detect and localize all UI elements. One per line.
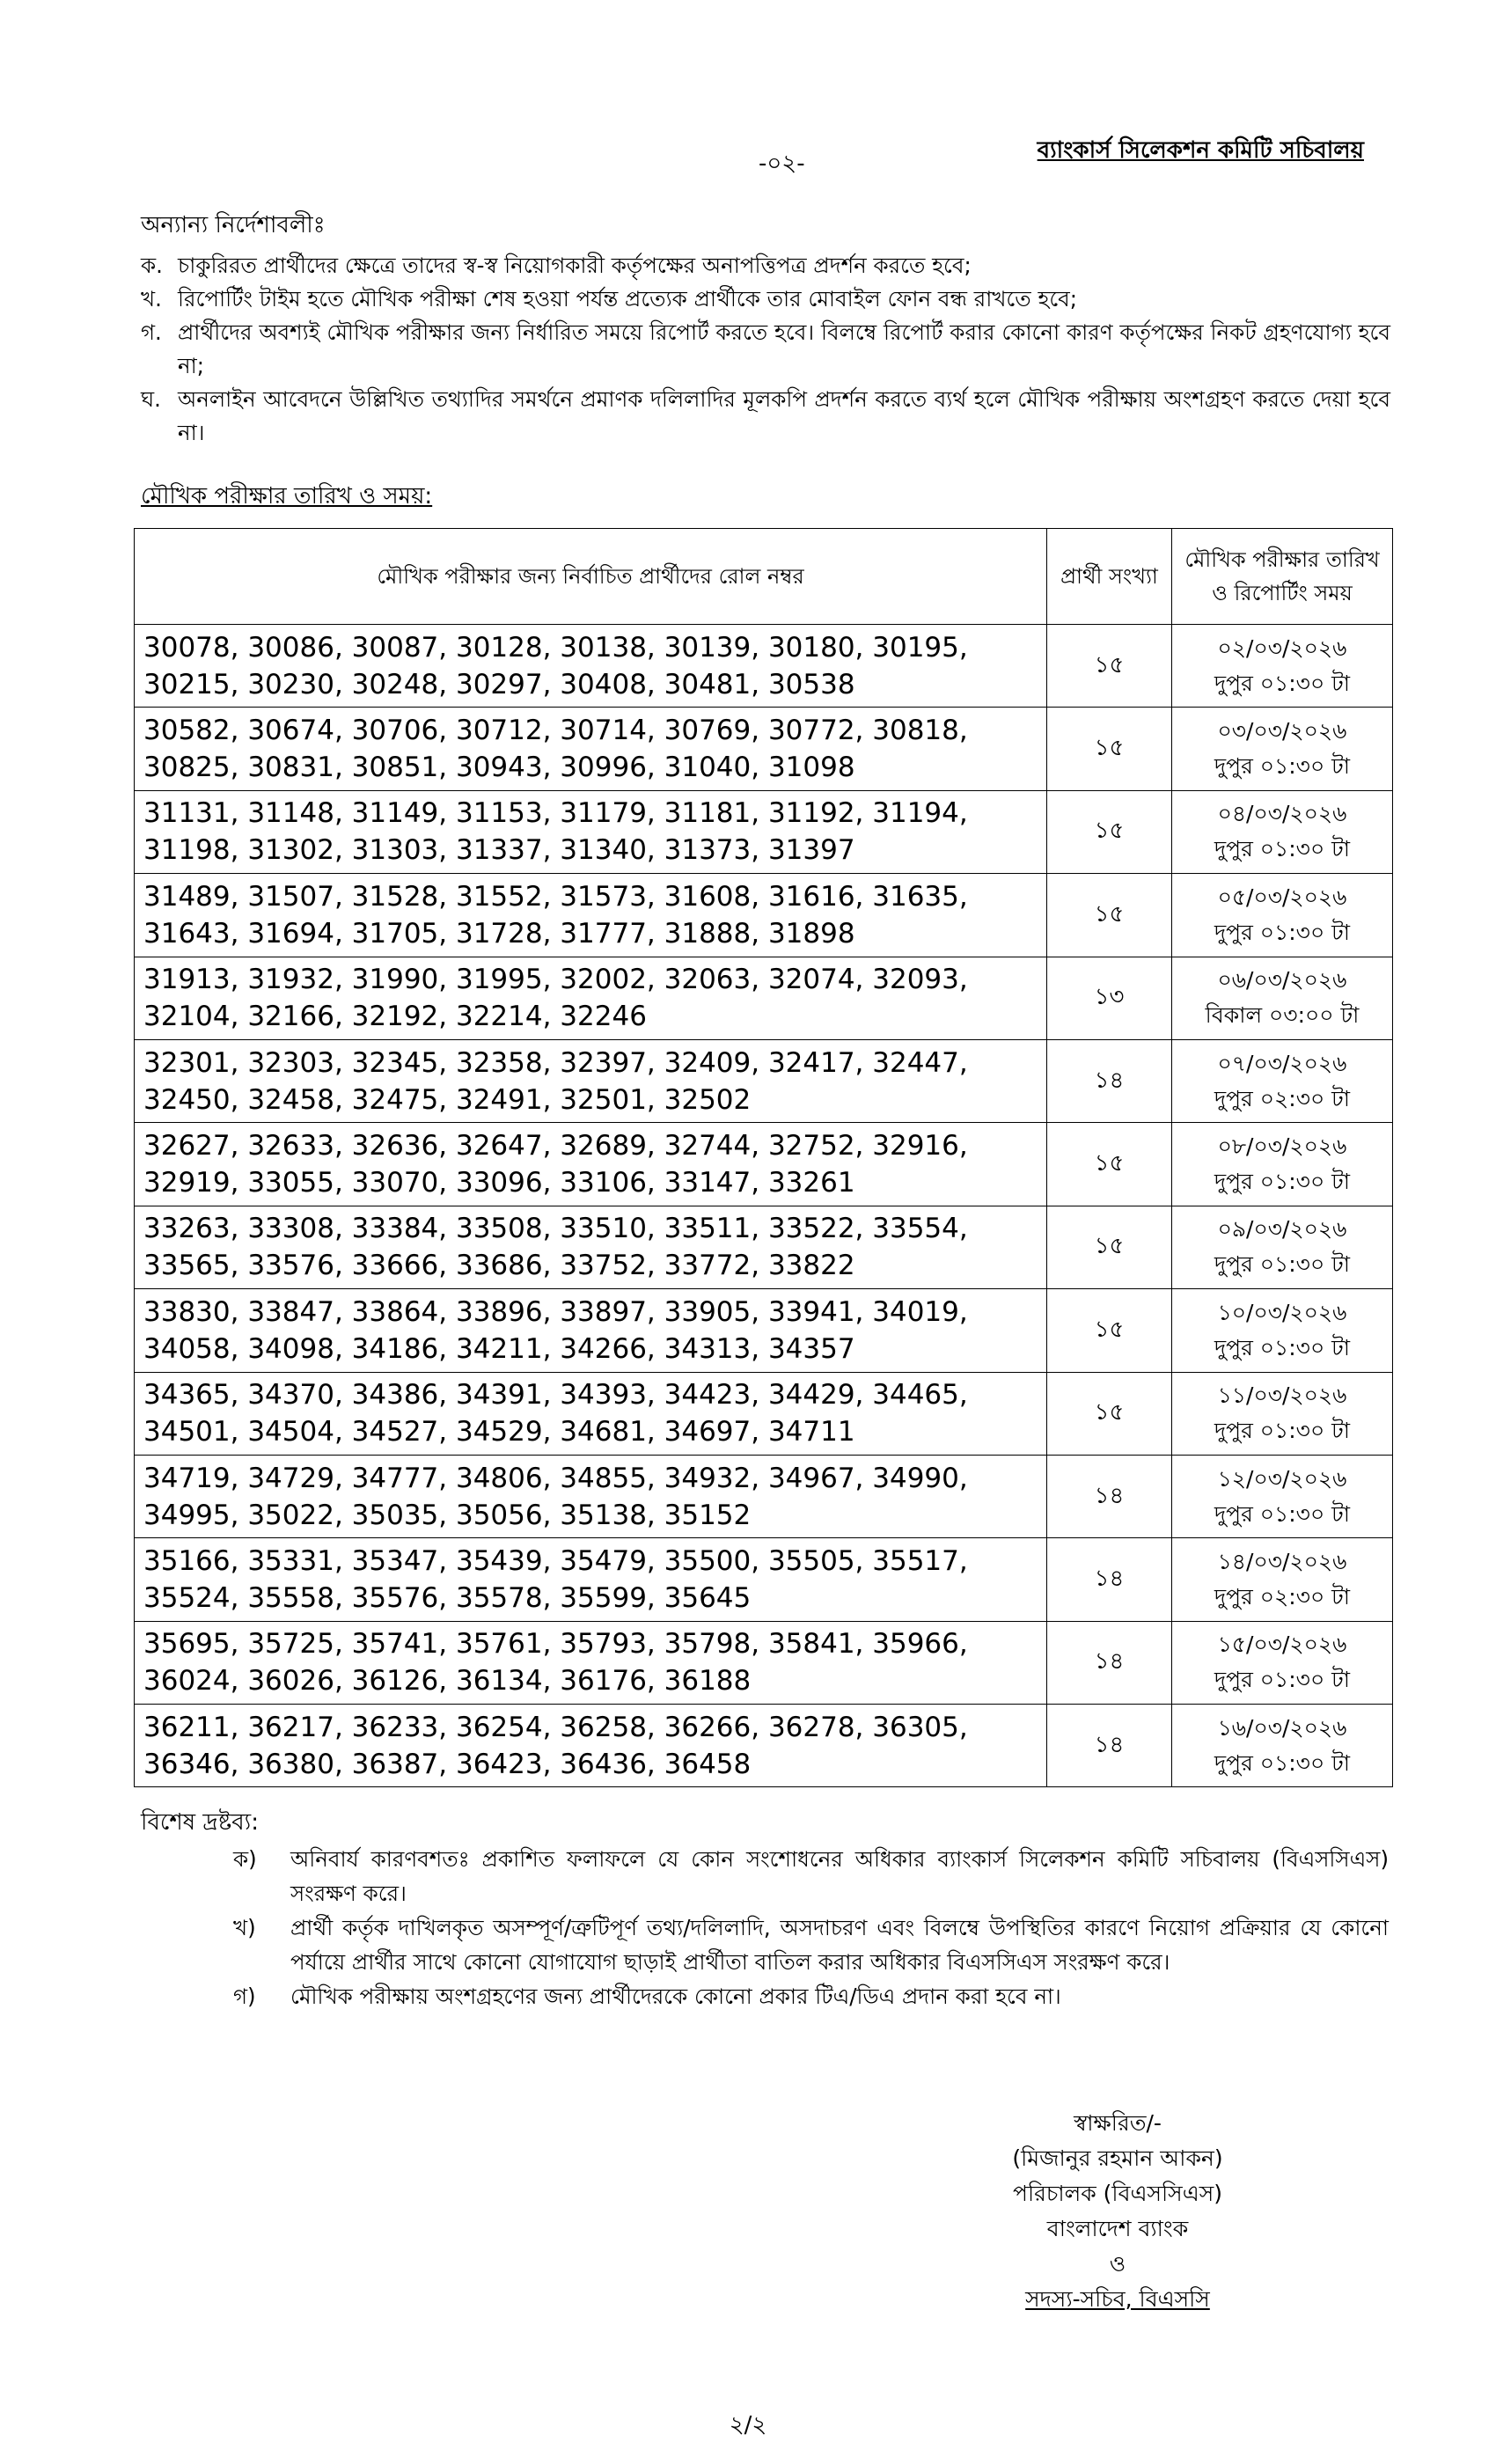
- instruction-item: [141, 316, 1390, 383]
- instruction-marker: খ.: [141, 286, 162, 312]
- instruction-marker: ঘ.: [141, 386, 161, 412]
- roll-numbers: [135, 874, 1047, 957]
- exam-datetime: [1172, 1206, 1393, 1288]
- roll-line: 34501, 34504, 34527, 34529, 34681, 34697, 34711: [143, 1416, 855, 1448]
- table-row: [135, 1705, 1393, 1787]
- roll-line: 35524, 35558, 35576, 35578, 35599, 35645: [143, 1581, 752, 1614]
- roll-numbers: [135, 1538, 1047, 1621]
- note-marker: ক): [233, 1846, 257, 1872]
- header-datetime-line2: ও রিপোর্টিং সময়: [1212, 581, 1353, 605]
- roll-numbers: [135, 1123, 1047, 1206]
- roll-line: 34365, 34370, 34386, 34391, 34393, 34423, 34429, 34465,: [143, 1379, 968, 1412]
- roll-line: 33565, 33576, 33666, 33686, 33752, 33772, 33822: [143, 1250, 855, 1282]
- page-number: ২/২: [729, 2412, 767, 2438]
- signatory-role: সদস্য-সচিব, বিএসসি: [1025, 2286, 1210, 2312]
- notes-list: [233, 1842, 1389, 2013]
- exam-date: ১০/০৩/২০২৬: [1217, 1299, 1347, 1325]
- exam-datetime: [1172, 1621, 1393, 1704]
- schedule-table: [134, 528, 1393, 1787]
- roll-line: 35166, 35331, 35347, 35439, 35479, 35500, 35505, 35517,: [143, 1544, 968, 1577]
- notes-title: বিশেষ দ্রষ্টব্য:: [141, 1809, 259, 1836]
- roll-line: 30825, 30831, 30851, 30943, 30996, 31040, 31098: [143, 752, 855, 784]
- roll-line: 32919, 33055, 33070, 33096, 33106, 33147, 33261: [143, 1167, 855, 1199]
- exam-date: ০২/০৩/২০২৬: [1217, 634, 1347, 661]
- instruction-text: চাকুরিরত প্রার্থীদের ক্ষেত্রে তাদের স্ব-স্ব নিয়োগকারী কর্তৃপক্ষের অনাপত্তিপত্র প্রদর্শন করতে হবে;: [178, 253, 972, 278]
- note-marker: খ): [233, 1915, 256, 1940]
- roll-numbers: [135, 1705, 1047, 1787]
- candidate-count: ১৪: [1047, 1705, 1172, 1787]
- instruction-marker: ক.: [141, 253, 163, 278]
- roll-numbers: [135, 790, 1047, 873]
- candidate-count: ১৫: [1047, 625, 1172, 708]
- candidate-count: ১৫: [1047, 1372, 1172, 1455]
- roll-numbers: [135, 708, 1047, 790]
- signatory-organization: বাংলাদেশ ব্যাংক: [1046, 2216, 1189, 2241]
- reporting-time: দুপুর ০১:৩০ টা: [1214, 1418, 1351, 1444]
- exam-datetime: [1172, 708, 1393, 790]
- table-row: [135, 790, 1393, 873]
- exam-datetime: [1172, 1538, 1393, 1621]
- exam-date: ১৪/০৩/২০২৬: [1217, 1548, 1347, 1574]
- roll-line: 30582, 30674, 30706, 30712, 30714, 30769, 30772, 30818,: [143, 715, 968, 747]
- reporting-time: দুপুর ০১:৩০ টা: [1214, 836, 1351, 862]
- exam-datetime: [1172, 1123, 1393, 1206]
- reporting-time: দুপুর ০১:৩০ টা: [1214, 1334, 1351, 1360]
- candidate-count: ১৫: [1047, 1123, 1172, 1206]
- schedule-body: [135, 625, 1393, 1787]
- header-datetime: [1172, 529, 1393, 625]
- table-row: [135, 1455, 1393, 1537]
- roll-line: 32301, 32303, 32345, 32358, 32397, 32409, 32417, 32447,: [143, 1046, 968, 1079]
- exam-datetime: [1172, 1705, 1393, 1787]
- roll-line: 31131, 31148, 31149, 31153, 31179, 31181, 31192, 31194,: [143, 797, 968, 830]
- candidate-count: ১৫: [1047, 1206, 1172, 1288]
- reporting-time: দুপুর ০১:৩০ টা: [1214, 753, 1351, 780]
- reporting-time: দুপুর ০১:৩০ টা: [1214, 1500, 1351, 1527]
- reporting-time: বিকাল ০৩:০০ টা: [1205, 1002, 1360, 1029]
- instruction-text: অনলাইন আবেদনে উল্লিখিত তথ্যাদির সমর্থনে প্রমাণক দলিলাদির মূলকপি প্রদর্শন করতে ব্যর্থ হলে মৌখিক পরীক্ষায় অংশগ্রহণ করতে দেয়া হবে না।: [178, 386, 1390, 445]
- signatory-name: (মিজানুর রহমান আকন): [1012, 2145, 1223, 2171]
- table-row: [135, 1289, 1393, 1372]
- exam-date: ১৬/০৩/২০২৬: [1217, 1714, 1347, 1741]
- roll-numbers: [135, 1455, 1047, 1537]
- candidate-count: ১৫: [1047, 1289, 1172, 1372]
- roll-line: 33263, 33308, 33384, 33508, 33510, 33511, 33522, 33554,: [143, 1213, 968, 1245]
- note-item: [233, 1979, 1389, 2013]
- instruction-text: রিপোর্টিং টাইম হতে মৌখিক পরীক্ষা শেষ হওয়া পর্যন্ত প্রত্যেক প্রার্থীকে তার মোবাইল ফোন বন্ধ রাখতে হবে;: [178, 286, 1078, 312]
- roll-numbers: [135, 1621, 1047, 1704]
- exam-date: ১২/০৩/২০২৬: [1217, 1465, 1347, 1492]
- table-row: [135, 1039, 1393, 1122]
- header-count: প্রার্থী সংখ্যা: [1047, 529, 1172, 625]
- table-row: [135, 1206, 1393, 1288]
- roll-line: 30078, 30086, 30087, 30128, 30138, 30139, 30180, 30195,: [143, 631, 968, 664]
- candidate-count: ১৫: [1047, 708, 1172, 790]
- roll-line: 36346, 36380, 36387, 36423, 36436, 36458: [143, 1748, 752, 1780]
- note-text: প্রার্থী কর্তৃক দাখিলকৃত অসম্পূর্ণ/ত্রুটিপূর্ণ তথ্য/দলিলাদি, অসদাচরণ এবং বিলম্বে উপস্থিতির কারণে নিয়োগ প্রক্রিয়ার যে কোনো পর্যায়ে প্রার্থীর সাথে কোনো যোগাযোগ ছাড়াই প্রার্থীতা বাতিল করার অধিকার বিএসসিএস সংরক্ষণ করে।: [290, 1915, 1389, 1975]
- exam-date: ১৫/০৩/২০২৬: [1217, 1632, 1347, 1658]
- reporting-time: দুপুর ০১:৩০ টা: [1214, 919, 1351, 945]
- roll-line: 34995, 35022, 35035, 35056, 35138, 35152: [143, 1499, 752, 1531]
- candidate-count: ১৩: [1047, 957, 1172, 1039]
- roll-line: 36211, 36217, 36233, 36254, 36258, 36266, 36278, 36305,: [143, 1711, 968, 1743]
- candidate-count: ১৪: [1047, 1538, 1172, 1621]
- table-row: [135, 1538, 1393, 1621]
- roll-line: 32450, 32458, 32475, 32491, 32501, 32502: [143, 1083, 752, 1116]
- table-row: [135, 625, 1393, 708]
- roll-numbers: [135, 1372, 1047, 1455]
- signature-conjunction: ও: [1109, 2251, 1126, 2277]
- roll-line: 36024, 36026, 36126, 36134, 36176, 36188: [143, 1665, 752, 1698]
- reporting-time: দুপুর ০১:৩০ টা: [1214, 1251, 1351, 1278]
- roll-line: 31489, 31507, 31528, 31552, 31573, 31608, 31616, 31635,: [143, 880, 968, 913]
- exam-datetime: [1172, 790, 1393, 873]
- exam-datetime: [1172, 874, 1393, 957]
- table-row: [135, 1621, 1393, 1704]
- roll-numbers: [135, 1206, 1047, 1288]
- exam-date: ০৪/০৩/২০২৬: [1217, 801, 1347, 827]
- reporting-time: দুপুর ০১:৩০ টা: [1214, 1667, 1351, 1693]
- candidate-count: ১৫: [1047, 790, 1172, 873]
- roll-line: 31643, 31694, 31705, 31728, 31777, 31888, 31898: [143, 917, 855, 950]
- reporting-time: দুপুর ০২:৩০ টা: [1214, 1583, 1351, 1610]
- roll-numbers: [135, 1039, 1047, 1122]
- header-datetime-line1: মৌখিক পরীক্ষার তারিখ: [1184, 547, 1380, 572]
- signature-block: [986, 2106, 1250, 2317]
- note-item: [233, 1842, 1389, 1910]
- note-item: [233, 1910, 1389, 1979]
- exam-datetime: [1172, 1039, 1393, 1122]
- instructions-title: অন্যান্য নির্দেশাবলীঃ: [141, 212, 326, 238]
- table-header-row: [135, 529, 1393, 625]
- reporting-time: দুপুর ০১:৩০ টা: [1214, 670, 1351, 696]
- exam-datetime: [1172, 957, 1393, 1039]
- roll-line: 33830, 33847, 33864, 33896, 33897, 33905, 33941, 34019,: [143, 1295, 968, 1328]
- instruction-item: [141, 282, 1390, 316]
- note-marker: গ): [233, 1984, 256, 2009]
- reporting-time: দুপুর ০১:৩০ টা: [1214, 1169, 1351, 1195]
- reporting-time: দুপুর ০১:৩০ টা: [1214, 1749, 1351, 1776]
- candidate-count: ১৪: [1047, 1455, 1172, 1537]
- instruction-item: [141, 249, 1390, 282]
- exam-datetime: [1172, 1372, 1393, 1455]
- note-text: মৌখিক পরীক্ষায় অংশগ্রহণের জন্য প্রার্থীদেরকে কোনো প্রকার টিএ/ডিএ প্রদান করা হবে না।: [290, 1984, 1061, 2009]
- roll-line: 34719, 34729, 34777, 34806, 34855, 34932, 34967, 34990,: [143, 1462, 968, 1494]
- exam-date: ০৩/০৩/২০২৬: [1217, 718, 1347, 744]
- instruction-item: [141, 383, 1390, 450]
- instruction-text: প্রার্থীদের অবশ্যই মৌখিক পরীক্ষার জন্য নির্ধারিত সময়ে রিপোর্ট করতে হবে। বিলম্বে রিপোর্ট করার কোনো কারণ কর্তৃপক্ষের নিকট গ্রহণযোগ্য হবে না;: [178, 319, 1390, 378]
- signed-label: স্বাক্ষরিত/-: [1074, 2110, 1162, 2136]
- exam-datetime: [1172, 1289, 1393, 1372]
- exam-date: ০৫/০৩/২০২৬: [1217, 884, 1347, 910]
- table-row: [135, 957, 1393, 1039]
- candidate-count: ১৫: [1047, 874, 1172, 957]
- instructions-list: [141, 249, 1390, 450]
- instruction-marker: গ.: [141, 319, 162, 345]
- office-name: ব্যাংকার্স সিলেকশন কমিটি সচিবালয়: [1037, 137, 1364, 164]
- table-row: [135, 1123, 1393, 1206]
- roll-numbers: [135, 1289, 1047, 1372]
- exam-date: ১১/০৩/২০২৬: [1217, 1382, 1347, 1409]
- roll-numbers: [135, 957, 1047, 1039]
- roll-line: 31913, 31932, 31990, 31995, 32002, 32063, 32074, 32093,: [143, 964, 968, 996]
- exam-date: ০৯/০৩/২০২৬: [1217, 1216, 1347, 1243]
- exam-datetime: [1172, 625, 1393, 708]
- roll-line: 34058, 34098, 34186, 34211, 34266, 34313, 34357: [143, 1332, 855, 1365]
- note-text: অনিবার্য কারণবশতঃ প্রকাশিত ফলাফলে যে কোন সংশোধনের অধিকার ব্যাংকার্স সিলেকশন কমিটি সচিবালয় (বিএসসিএস) সংরক্ষণ করে।: [290, 1846, 1389, 1906]
- table-row: [135, 1372, 1393, 1455]
- candidate-count: ১৪: [1047, 1621, 1172, 1704]
- table-row: [135, 708, 1393, 790]
- roll-line: 30215, 30230, 30248, 30297, 30408, 30481, 30538: [143, 668, 855, 700]
- reporting-time: দুপুর ০২:৩০ টা: [1214, 1085, 1351, 1111]
- exam-datetime: [1172, 1455, 1393, 1537]
- signatory-designation: পরিচালক (বিএসসিএস): [1013, 2181, 1222, 2206]
- roll-numbers: [135, 625, 1047, 708]
- roll-line: 32104, 32166, 32192, 32214, 32246: [143, 1001, 647, 1033]
- table-row: [135, 874, 1393, 957]
- exam-date: ০৭/০৩/২০২৬: [1217, 1050, 1347, 1076]
- schedule-title: মৌখিক পরীক্ষার তারিখ ও সময়:: [141, 483, 433, 510]
- exam-date: ০৬/০৩/২০২৬: [1217, 967, 1347, 994]
- header-rolls: মৌখিক পরীক্ষার জন্য নির্বাচিত প্রার্থীদের রোল নম্বর: [135, 529, 1047, 625]
- roll-line: 32627, 32633, 32636, 32647, 32689, 32744, 32752, 32916,: [143, 1130, 968, 1162]
- page-marker: -০২-: [759, 150, 805, 177]
- candidate-count: ১৪: [1047, 1039, 1172, 1122]
- exam-date: ০৮/০৩/২০২৬: [1217, 1133, 1347, 1160]
- roll-line: 31198, 31302, 31303, 31337, 31340, 31373, 31397: [143, 834, 855, 867]
- roll-line: 35695, 35725, 35741, 35761, 35793, 35798, 35841, 35966,: [143, 1628, 968, 1661]
